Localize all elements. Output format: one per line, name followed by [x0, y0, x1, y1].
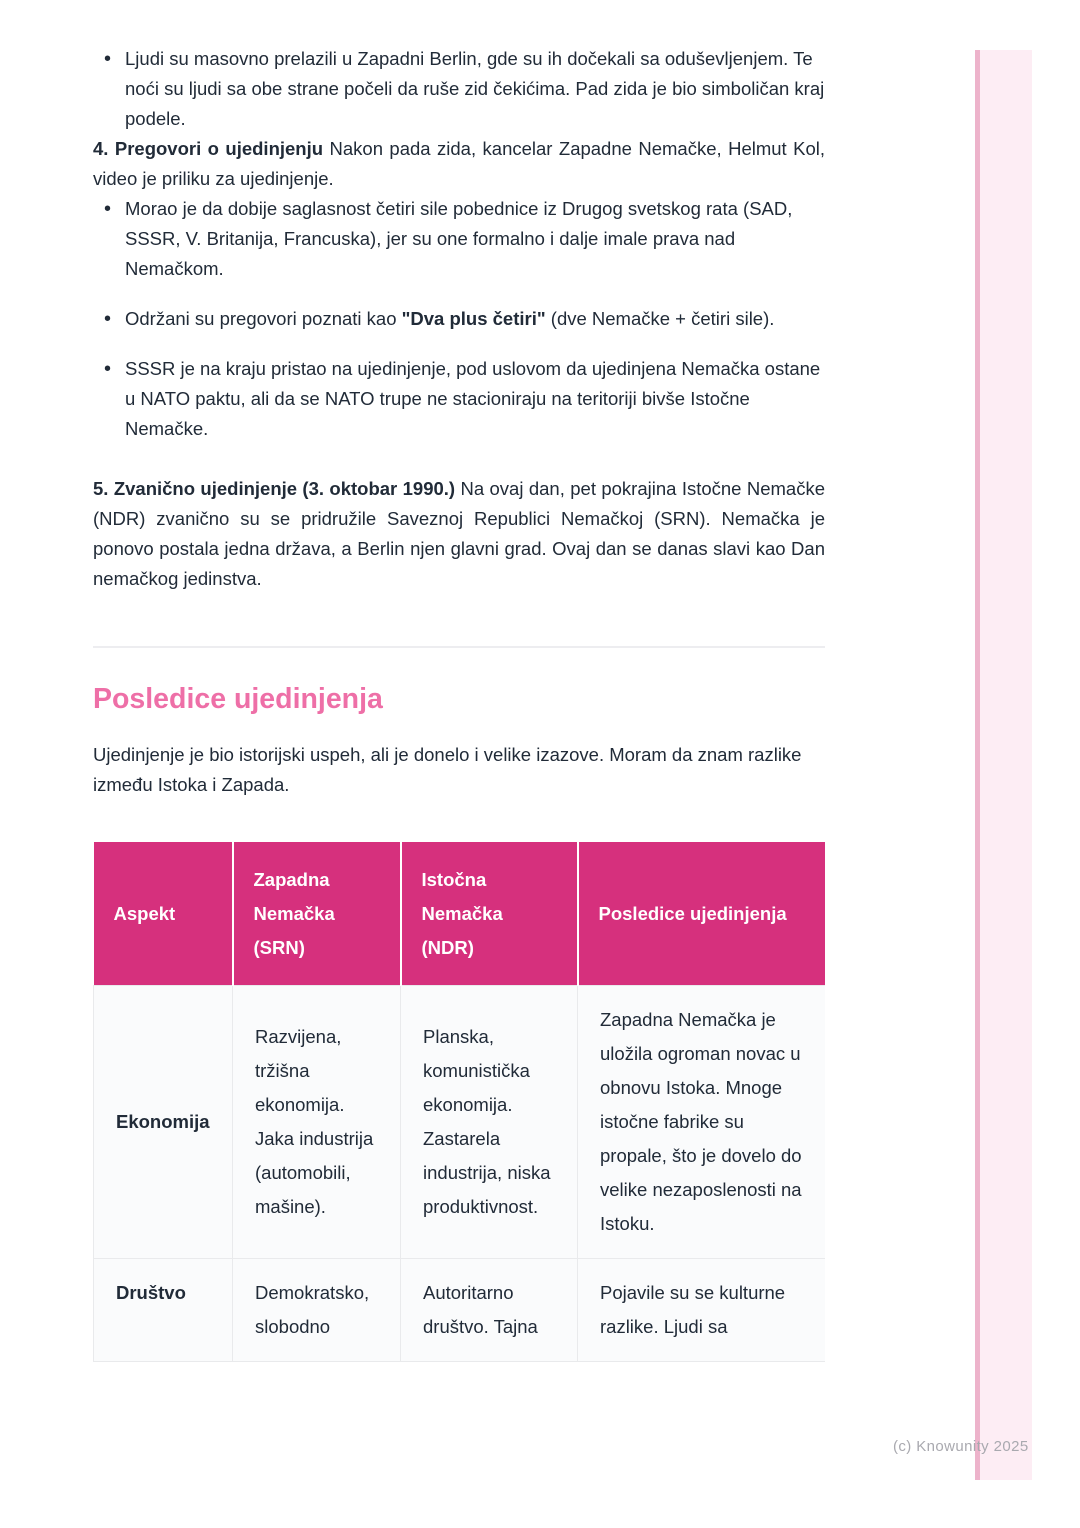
bullet-item-wall-fall: [93, 44, 825, 134]
section-4-paragraph: [93, 134, 825, 194]
cell-economy-west: Razvijena, tržišna ekonomija. Jaka industrija (automobili, mašine).: [233, 986, 401, 1259]
bullet-text-pre: Održani su pregovori poznati kao: [125, 308, 402, 329]
negotiation-bullet-list: [93, 194, 825, 444]
bullet-text: Ljudi su masovno prelazili u Zapadni Berlin, gde su ih dočekali sa oduševljenjem. Te noći su ljudi sa obe strane počeli da ruše zid čekićima. Pad zida je bio simboličan kraj podele.: [125, 48, 825, 129]
comparison-table: [93, 842, 825, 1362]
header-cell-consequences: Posledice ujedinjenja: [578, 842, 826, 986]
comparison-table-container: [93, 842, 825, 1379]
bullet-item-ussr-nato: [93, 354, 825, 444]
section-5-title: 5. Zvanično ujedinjenje (3. oktobar 1990.): [93, 478, 456, 499]
table-row-economy: [94, 986, 826, 1259]
bullet-text: Morao je da dobije saglasnost četiri sile pobednice iz Drugog svetskog rata (SAD, SSSR, V. Britanija, Francuska), jer su one formalno i dalje imale prava nad Nemačkom.: [125, 198, 793, 279]
section-5-text: Na ovaj dan, pet pokrajina Istočne Nemačke (NDR) zvanično su se pridružile Saveznoj Republici Nemačkoj (SRN). Nemačka je ponovo postala jedna država, a Berlin njen glavni grad. Ovaj dan se danas slavi kao Dan nemačkog jedinstva.: [93, 478, 825, 589]
section-divider: [93, 646, 825, 648]
section-4-text: Nakon pada zida, kancelar Zapadne Nemačke, Helmut Kol, video je priliku za ujedinjenje.: [93, 138, 825, 189]
section-4-title: 4. Pregovori o ujedinjenju: [93, 138, 324, 159]
cell-society-consequence: Pojavile su se kulturne razlike. Ljudi sa: [578, 1259, 826, 1362]
cell-society-aspect: Društvo: [94, 1259, 233, 1362]
table-header-row: [94, 842, 826, 986]
bullet-item-four-powers: [93, 194, 825, 284]
cell-society-east: Autoritarno društvo. Tajna: [401, 1259, 578, 1362]
header-cell-aspekt: Aspekt: [94, 842, 233, 986]
consequences-intro: Ujedinjenje je bio istorijski uspeh, ali je donelo i velike izazove. Moram da znam razlike između Istoka i Zapada.: [93, 744, 802, 795]
table-row-society: [94, 1259, 826, 1362]
bullet-text-post: (dve Nemačke + četiri sile).: [545, 308, 775, 329]
bullet-text: SSSR je na kraju pristao na ujedinjenje, pod uslovom da ujedinjena Nemačka ostane u NATO paktu, ali da se NATO trupe ne stacioniraju na teritoriji bivše Istočne Nemačke.: [125, 358, 821, 439]
header-cell-west-germany: Zapadna Nemačka (SRN): [233, 842, 401, 986]
header-cell-east-germany: Istočna Nemačka (NDR): [401, 842, 578, 986]
watermark: (c) Knowunity 2025: [893, 1438, 1029, 1455]
cell-economy-consequence: Zapadna Nemačka je uložila ogroman novac u obnovu Istoka. Mnoge istočne fabrike su propale, što je dovelo do velike nezaposlenosti na Istoku.: [578, 986, 826, 1259]
bullet-text-bold: "Dva plus četiri": [401, 308, 546, 329]
bullet-item-two-plus-four: [93, 304, 825, 334]
section-5-paragraph: [93, 474, 825, 594]
intro-bullet-list: [93, 44, 825, 134]
consequences-heading: Posledice ujedinjenja: [93, 683, 383, 715]
cell-society-west: Demokratsko, slobodno: [233, 1259, 401, 1362]
pink-accent-strip: [980, 50, 1032, 1480]
cell-economy-east: Planska, komunistička ekonomija. Zastarela industrija, niska produktivnost.: [401, 986, 578, 1259]
document-content: [93, 0, 825, 1379]
cell-economy-aspect: Ekonomija: [94, 986, 233, 1259]
